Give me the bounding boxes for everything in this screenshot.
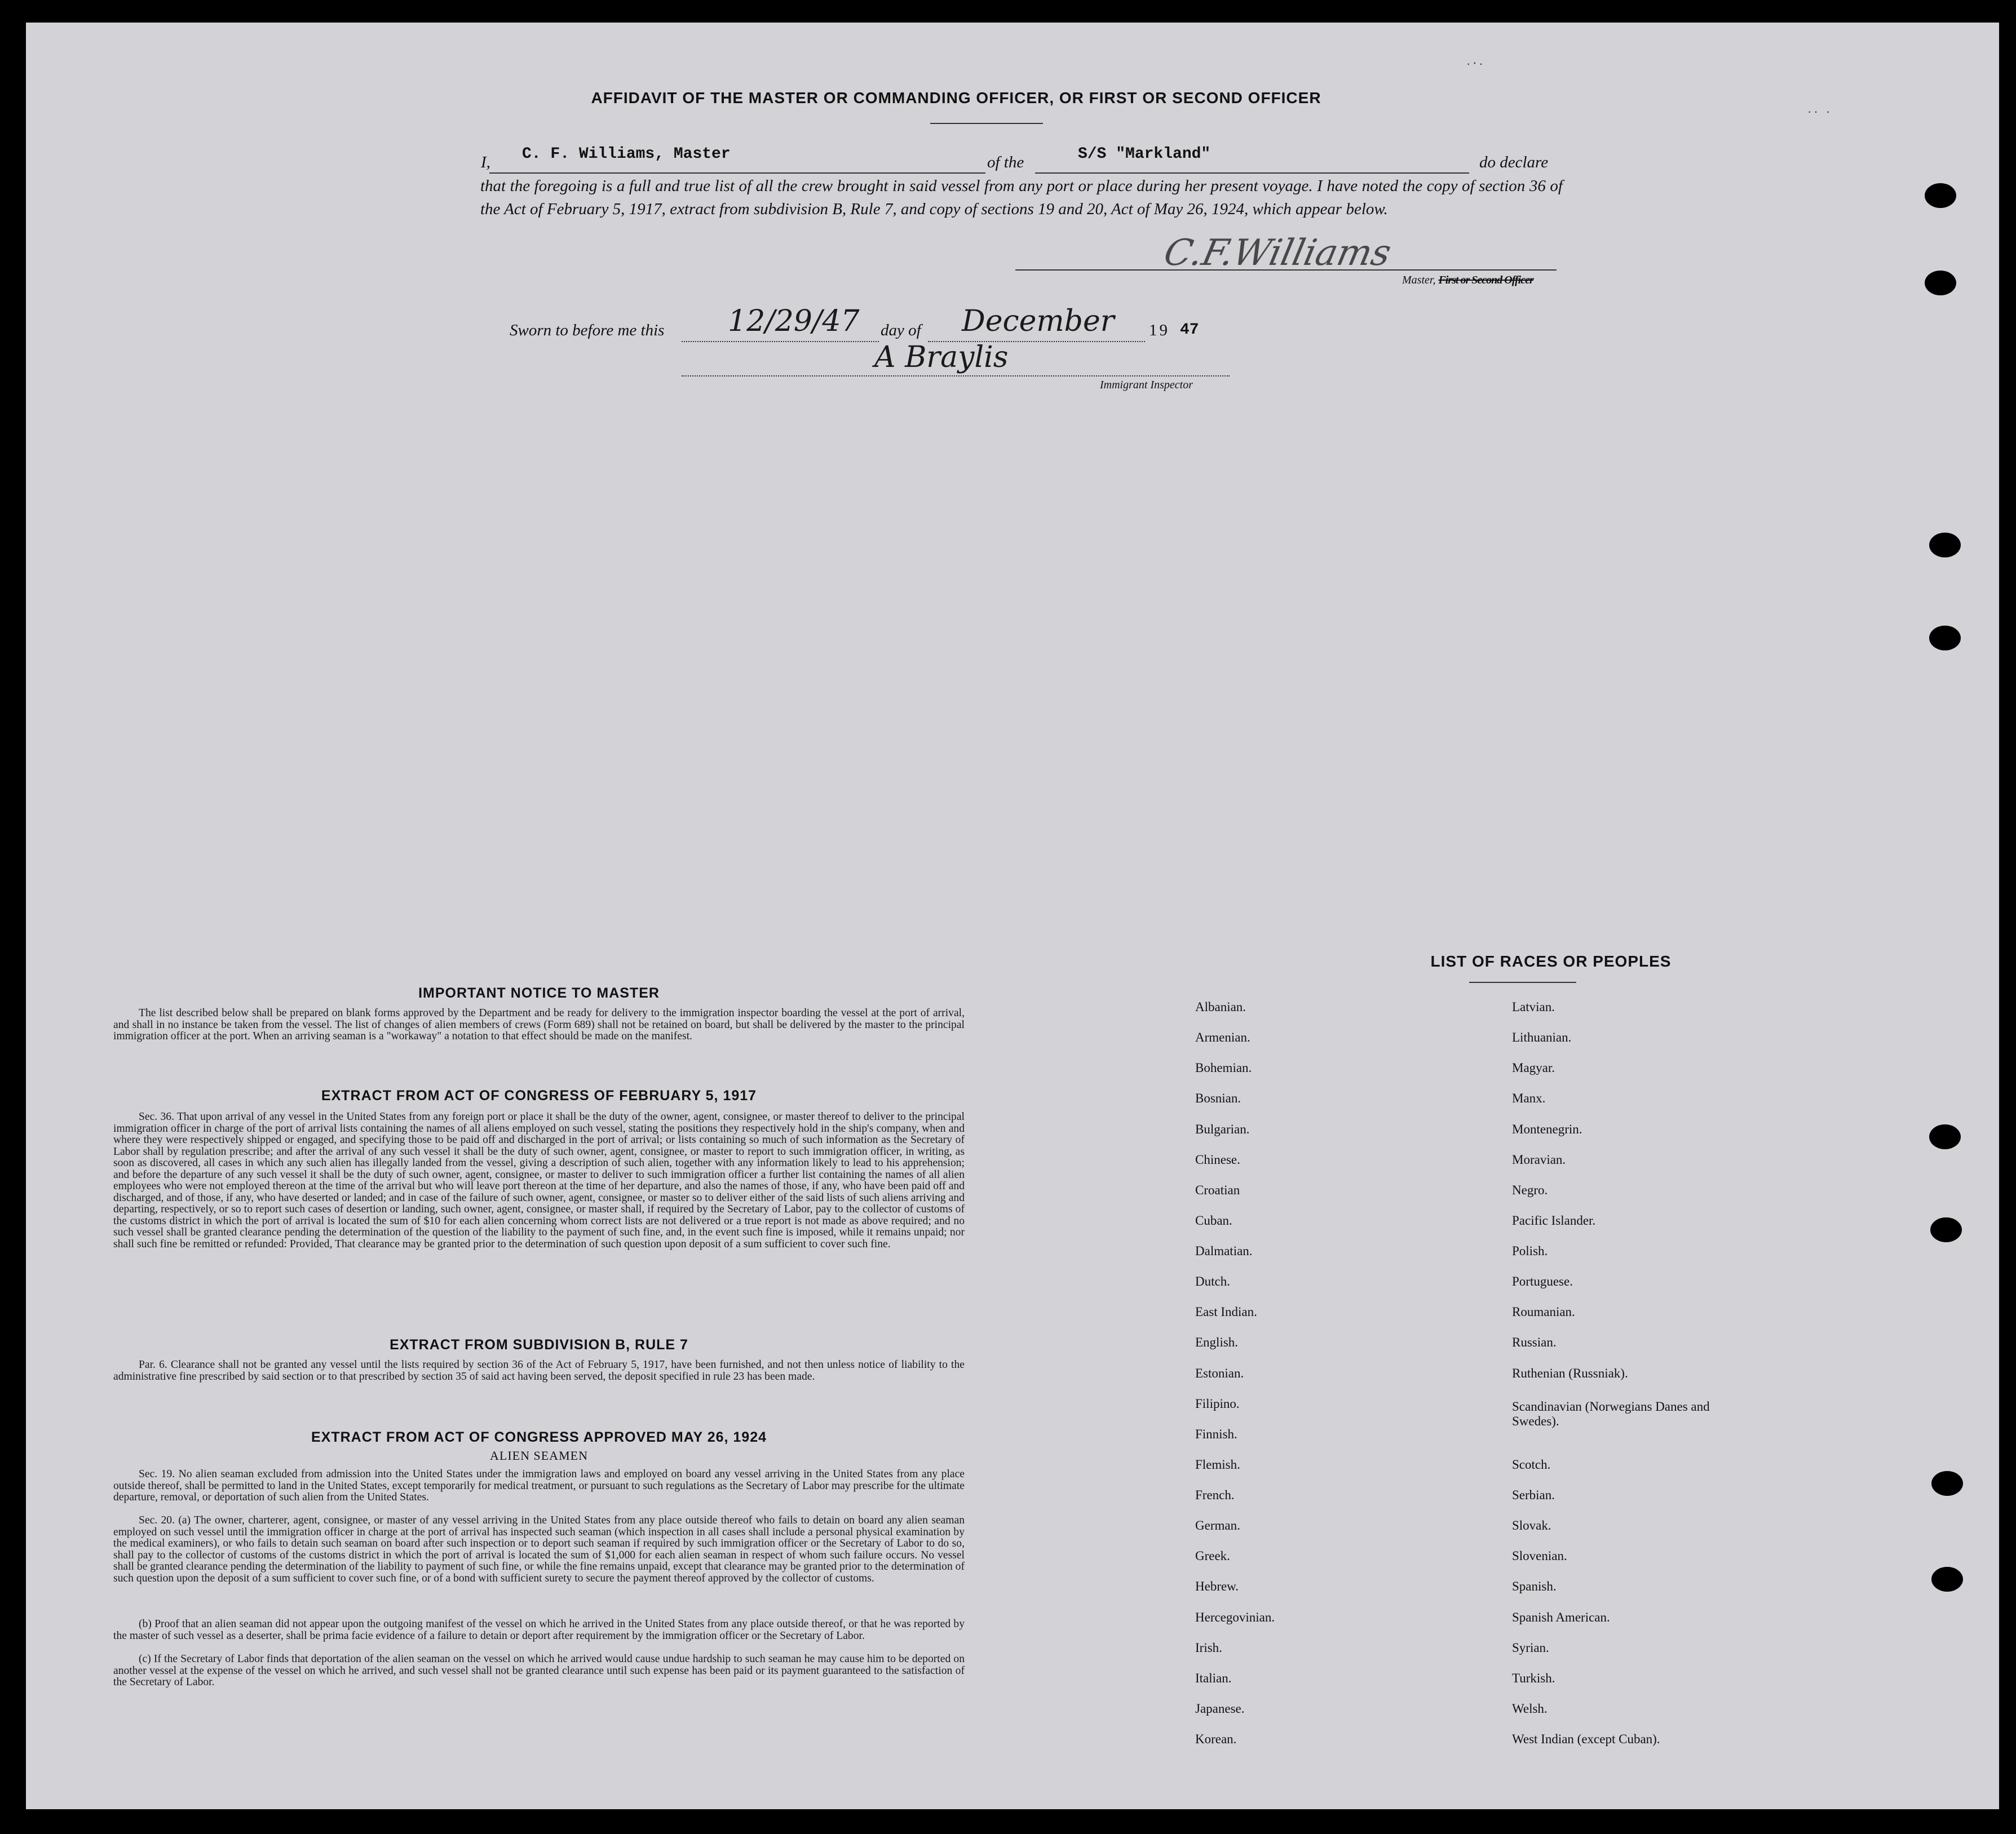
- race-item: East Indian.: [1195, 1305, 1257, 1319]
- race-item: Greek.: [1195, 1549, 1230, 1563]
- race-item: Hercegovinian.: [1195, 1610, 1275, 1624]
- race-item: Japanese.: [1195, 1702, 1245, 1716]
- race-item: Portuguese.: [1512, 1274, 1573, 1288]
- affidavit-do-declare: do declare: [1479, 153, 1549, 171]
- punch-hole: [1931, 1567, 1963, 1592]
- race-item: Spanish American.: [1512, 1610, 1610, 1624]
- race-item: Cuban.: [1195, 1213, 1232, 1228]
- punch-hole: [1925, 271, 1956, 295]
- punch-hole: [1930, 1217, 1962, 1242]
- notice-text: The list described below shall be prepared on blank forms approved by the Department and be ready for delivery to the immigration inspector boarding the vessel at the port of arrival, and shall in no instance be taken from the vessel. The list of changes of alien members of crews (Form 689) shall not be retained on board, but shall be delivered by the master to the principal immigration officer at the port. When an arriving seaman is a "workaway" a notation to that effect should be made on the manifest.: [113, 1007, 965, 1042]
- affidavit-title: AFFIDAVIT OF THE MASTER OR COMMANDING OFFICER, OR FIRST OR SECOND OFFICER: [591, 89, 1321, 107]
- vessel-name-line: [1035, 172, 1469, 174]
- races-title-rule: [1469, 982, 1576, 983]
- race-item: Moravian.: [1512, 1153, 1566, 1167]
- scan-speck: ·‧·: [1466, 56, 1486, 70]
- notice-title: IMPORTANT NOTICE TO MASTER: [418, 985, 660, 1001]
- race-item: Russian.: [1512, 1335, 1557, 1349]
- master-name: C. F. Williams, Master: [522, 145, 731, 163]
- extract-rule7-text: Par. 6. Clearance shall not be granted any vessel until the lists required by section 36 of the Act of February 5, 1917, have been furnished, and not then unless notice of liability to the administrative fine prescribed by said section or to that prescribed by section 35 of said act having been served, the deposit specified in rule 23 has been made.: [113, 1359, 965, 1383]
- race-item: Scotch.: [1512, 1458, 1551, 1472]
- vessel-name: S/S "Markland": [1078, 145, 1211, 163]
- scan-speck: ·· ·: [1807, 104, 1833, 118]
- signature-caption: [1402, 274, 1533, 287]
- inspector-signature: A Braylis: [874, 340, 1009, 374]
- sworn-prefix: Sworn to before me this: [510, 321, 665, 339]
- punch-hole: [1931, 1471, 1963, 1496]
- master-signature: C.F.Williams: [1160, 232, 1395, 274]
- race-item: Armenian.: [1195, 1030, 1250, 1044]
- sworn-date-line: [682, 341, 879, 342]
- extract-1917-text: Sec. 36. That upon arrival of any vessel in the United States from any foreign port or place it shall be the duty of the owner, agent, consignee, or master thereof to deliver to the principal immigration officer in charge of the port of arrival lists containing the names of all aliens employed on such vessel, stating the positions they respectively hold in the ship's company, when and where they were respectively shipped or engaged, and specifying those to be paid off and discharged in the port of arrival; or lists containing so much of such information as the Secretary of Labor shall by regulation prescribe; and after the arrival of any such vessel it shall be the duty of such owner, agent, consignee, or master to report to such immigration officer, in writing, as soon as discovered, all cases in which any such alien has illegally landed from the vessel, giving a description of such alien, together with any information likely to lead to his apprehension; and before the departure of any such vessel it shall be the duty of such owner, agent, consignee, or master to deliver to such immigration officer a further list containing the names of all alien employees who were not employed thereon at the time of the arrival but who will leave port thereon at the time of her departure, and also the names of those, if any, who have been paid off and discharged, and of those, if any, who have deserted or landed; and in case of the failure of such owner, agent, consignee, or master so to deliver either of the said lists of such aliens arriving and departing, respectively, or so to report such cases of desertion or landing, such owner, agent, consignee, or master shall, if required by the Secretary of Labor, pay to the collector of customs of the customs district in which the port of arrival is located the sum of $10 for each alien concerning whom correct lists are not delivered or a true report is not made as above required; and no such vessel shall be granted clearance pending the determination of the question of the liability to the payment of such fine, and, in the event such fine is imposed, while it remains unpaid; nor shall such fine be remitted or refunded: Provided, That clearance may be granted prior to the determination of such question upon deposit of a sum sufficient to cover such fine.: [113, 1111, 965, 1250]
- extract-1924-sec20c: (c) If the Secretary of Labor finds that deportation of the alien seaman on the vessel on which he arrived would cause undue hardship to such seaman he may cause him to be deported on another vessel at the expense of the vessel on which he arrived, and such vessel shall not be granted clearance until such expense has been paid or its payment guaranteed to the satisfaction of the Secretary of Labor.: [113, 1653, 965, 1688]
- sworn-month: December: [962, 304, 1115, 338]
- extract-1924-sec19: Sec. 19. No alien seaman excluded from admission into the United States under the immigration laws and employed on board any vessel arriving in the United States from any place outside thereof, shall be permitted to land in the United States, except temporarily for medical treatment, or pursuant to such regulations as the Secretary of Labor may prescribe for the ultimate departure, removal, or deportation of such alien from the United States.: [113, 1468, 965, 1503]
- race-item: Ruthenian (Russniak).: [1512, 1366, 1628, 1380]
- race-item: Filipino.: [1195, 1397, 1240, 1411]
- extract-1924-title: EXTRACT FROM ACT OF CONGRESS APPROVED MAY 26, 1924: [311, 1429, 767, 1445]
- punch-hole: [1929, 533, 1961, 557]
- race-item: Dalmatian.: [1195, 1244, 1253, 1258]
- race-item: Spanish.: [1512, 1579, 1557, 1593]
- race-item: Montenegrin.: [1512, 1122, 1582, 1136]
- affidavit-body: that the foregoing is a full and true list of all the crew brought in said vessel from any port or place during her present voyage. I have noted the copy of section 36 of the Act of February 5, 1917, extract from subdivision B, Rule 7, and copy of sections 19 and 20, Act of May 26, 1924, which appear below.: [480, 177, 1563, 218]
- race-item: Flemish.: [1195, 1458, 1240, 1472]
- races-title: LIST OF RACES OR PEOPLES: [1430, 953, 1672, 970]
- extract-1924-subtitle: ALIEN SEAMEN: [490, 1448, 588, 1463]
- extract-1924-sec20b: (b) Proof that an alien seaman did not appear upon the outgoing manifest of the vessel on which he arrived in the United States from any place outside thereof, or that he was reported by the master of such vessel as a deserter, shall be prima facie evidence of a failure to detain or deport after requirement by the immigration officer or the Secretary of Labor.: [113, 1618, 965, 1642]
- race-item: Magyar.: [1512, 1061, 1555, 1075]
- race-item: Bosnian.: [1195, 1091, 1241, 1105]
- race-item: Bohemian.: [1195, 1061, 1252, 1075]
- race-item: Slovenian.: [1512, 1549, 1567, 1563]
- race-item: Negro.: [1512, 1183, 1548, 1197]
- race-item: Turkish.: [1512, 1671, 1555, 1685]
- punch-hole: [1929, 1124, 1961, 1149]
- race-item: West Indian (except Cuban).: [1512, 1732, 1660, 1746]
- race-item: Hebrew.: [1195, 1579, 1239, 1593]
- race-item: Dutch.: [1195, 1274, 1230, 1288]
- race-item: Finnish.: [1195, 1427, 1237, 1441]
- signature-caption-master: Master,: [1402, 274, 1436, 286]
- sworn-year: 47: [1180, 321, 1199, 339]
- extract-1917-title: EXTRACT FROM ACT OF CONGRESS OF FEBRUARY 5, 1917: [321, 1088, 757, 1104]
- punch-hole: [1929, 626, 1961, 650]
- race-item: Chinese.: [1195, 1153, 1240, 1167]
- inspector-line: [682, 375, 1230, 376]
- title-rule: [930, 123, 1043, 124]
- race-item: Korean.: [1195, 1732, 1237, 1746]
- race-item: Italian.: [1195, 1671, 1232, 1685]
- affidavit-of-the: of the: [987, 153, 1024, 171]
- master-name-line: [489, 172, 985, 174]
- race-item: Irish.: [1195, 1641, 1222, 1655]
- sworn-day-of: day of: [881, 321, 921, 339]
- race-item: Slovak.: [1512, 1518, 1551, 1532]
- document-page: [26, 23, 1999, 1809]
- punch-hole: [1925, 183, 1956, 208]
- inspector-caption: Immigrant Inspector: [1100, 379, 1193, 391]
- race-item: Serbian.: [1512, 1488, 1555, 1502]
- race-item: German.: [1195, 1518, 1240, 1532]
- race-item: Polish.: [1512, 1244, 1548, 1258]
- race-item: Latvian.: [1512, 1000, 1555, 1014]
- race-item: Estonian.: [1195, 1366, 1244, 1380]
- signature-caption-struck: First or Second Officer: [1438, 274, 1533, 286]
- extract-1924-sec20: Sec. 20. (a) The owner, charterer, agent, consignee, or master of any vessel arriving in the United States from any place outside thereof who fails to detain on board any alien seaman employed on such vessel until the immigration officer in charge at the port of arrival has inspected such seaman (which inspection in all cases shall include a personal physical examination by the medical examiners), or who fails to detain such seaman on board after such inspection or to deport such seaman if required by such immigration officer or the Secretary of Labor to do so, shall pay to the collector of customs of the customs district in which the port of arrival is located the sum of $1,000 for each alien seaman in respect of whom such failure occurs. No vessel shall be granted clearance pending the determination of the liability to payment of such fine, or while the fine remains unpaid, except that clearance may be granted prior to the determination of such question upon the deposit of a sum sufficient to cover such fine, or of a bond with sufficient surety to secure the payment thereof approved by the collector of customs.: [113, 1514, 965, 1584]
- race-item: Roumanian.: [1512, 1305, 1575, 1319]
- race-item: Albanian.: [1195, 1000, 1246, 1014]
- race-item: English.: [1195, 1335, 1239, 1349]
- race-item: Pacific Islander.: [1512, 1213, 1596, 1228]
- race-item: Welsh.: [1512, 1702, 1548, 1716]
- race-item: Lithuanian.: [1512, 1030, 1572, 1044]
- race-item: French.: [1195, 1488, 1235, 1502]
- sworn-date: 12/29/47: [728, 304, 860, 338]
- extract-rule7-title: EXTRACT FROM SUBDIVISION B, RULE 7: [390, 1337, 688, 1353]
- race-item: Croatian: [1195, 1183, 1240, 1197]
- affidavit-i: I,: [481, 153, 490, 171]
- sworn-year-prefix: 19: [1149, 321, 1170, 339]
- race-item: Manx.: [1512, 1091, 1546, 1105]
- race-item: Scandinavian (Norwegians Danes and Swedes).: [1512, 1399, 1710, 1428]
- race-item: Bulgarian.: [1195, 1122, 1250, 1136]
- race-item: Syrian.: [1512, 1641, 1549, 1655]
